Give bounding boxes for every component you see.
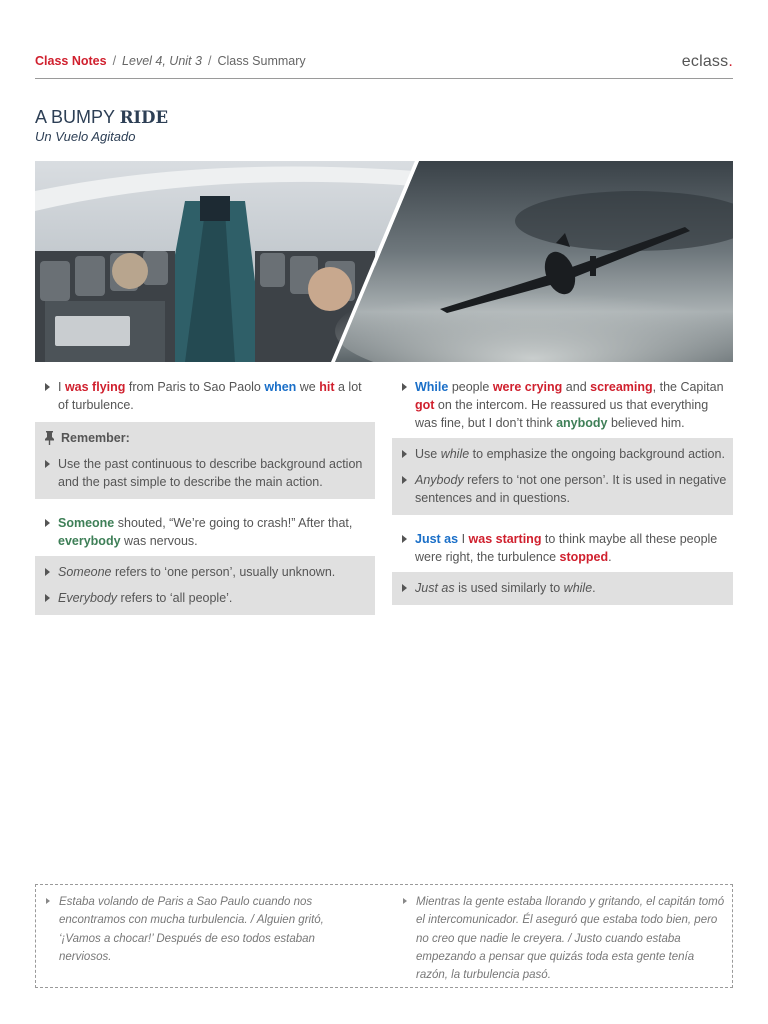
- remember-heading: [35, 429, 375, 447]
- page-subtitle: Un Vuelo Agitado: [35, 129, 136, 144]
- title-bold: RIDE: [119, 108, 169, 127]
- grammar-note: Use while to emphasize the ongoing background action.: [392, 445, 733, 463]
- bullet-triangle-icon: [45, 568, 50, 576]
- pushpin-icon: [44, 431, 55, 445]
- bullet-triangle-icon: [402, 450, 407, 458]
- bullet-triangle-icon: [45, 383, 50, 391]
- translation-text: Estaba volando de Paris a Sao Paulo cuando nos encontramos con mucha turbulencia. / Alguien gritó, ‘¡Vamos a chocar!’ Después de eso todos estaban nerviosos.: [59, 896, 324, 963]
- page-title: [35, 107, 168, 128]
- breadcrumb-page: Class Summary: [217, 54, 306, 68]
- grammar-note: Everybody refers to ‘all people’.: [35, 589, 375, 607]
- eclass-logo[interactable]: [682, 53, 733, 71]
- remember-box: [35, 422, 375, 499]
- example-sentence-1: I was flying from Paris to Sao Paolo when we hit a lot of turbulence.: [35, 378, 375, 414]
- grammar-note-box: [35, 556, 375, 615]
- remember-note: Use the past continuous to describe background action and the past simple to describe the main action.: [35, 455, 375, 491]
- grammar-note: Anybody refers to ‘not one person’. It is used in negative sentences and in questions.: [392, 471, 733, 507]
- remember-label: Remember:: [61, 431, 130, 445]
- example-sentence-2: Someone shouted, “We’re going to crash!” After that, everybody was nervous.: [35, 514, 375, 550]
- grammar-note: Someone refers to ‘one person’, usually unknown.: [35, 563, 375, 581]
- translation-text: Mientras la gente estaba llorando y gritando, el capitán tomó el intercomunicador. Él aseguró que estaba todo bien, pero no creo que nadie le creyera. / Justo cuando estaba empezando a pensar que quizás toda esta gente tenía razón, la turbulencia pasó.: [416, 896, 725, 982]
- grammar-note-box: [392, 572, 733, 605]
- logo-dot: .: [728, 53, 733, 70]
- example-sentence-4: Just as I was starting to think maybe all these people were right, the turbulence stopped.: [392, 530, 733, 566]
- title-prefix: A BUMPY: [35, 107, 120, 127]
- bullet-triangle-icon: [45, 594, 50, 602]
- breadcrumb-separator: /: [207, 54, 212, 68]
- breadcrumb-level[interactable]: Level 4, Unit 3: [122, 54, 202, 68]
- bullet-triangle-icon: [45, 460, 50, 468]
- bullet-triangle-icon: [402, 476, 407, 484]
- page-header: [35, 53, 733, 79]
- bullet-triangle-icon: [403, 898, 407, 904]
- breadcrumb: [35, 54, 306, 68]
- hero-image: [35, 161, 733, 362]
- grammar-note-box: [392, 438, 733, 515]
- translation-left: [36, 893, 376, 966]
- grammar-note: Just as is used similarly to while.: [392, 579, 733, 597]
- bullet-triangle-icon: [402, 584, 407, 592]
- bullet-triangle-icon: [45, 519, 50, 527]
- spanish-translation-box: [35, 884, 733, 988]
- breadcrumb-separator: /: [112, 54, 117, 68]
- bullet-triangle-icon: [402, 535, 407, 543]
- translation-right: [393, 893, 733, 984]
- breadcrumb-class-notes[interactable]: Class Notes: [35, 54, 107, 68]
- example-sentence-3: While people were crying and screaming, the Capitan got on the intercom. He reassured us that everything was fine, but I don’t think anybody believed him.: [392, 378, 733, 432]
- left-column: [35, 378, 375, 615]
- right-column: [392, 378, 733, 605]
- logo-text: eclass: [681, 53, 729, 70]
- bullet-triangle-icon: [46, 898, 50, 904]
- bullet-triangle-icon: [402, 383, 407, 391]
